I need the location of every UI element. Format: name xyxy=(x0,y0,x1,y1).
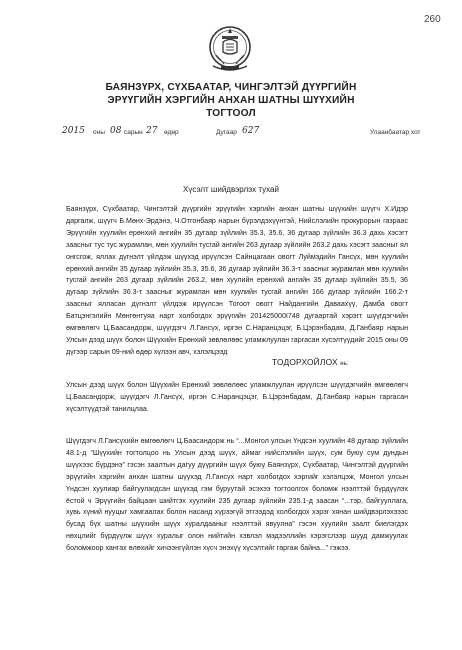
meta-year: 2015 xyxy=(62,126,85,136)
paragraph-defense-request: Шүүгдэгч Л.Гансүхийн өмгөөлөгч Ц.Баасандорж нь “...Монгол улсын Үндсэн хуулийн 48 дугаар зүйлийн 48.1-д “Шүүхийн тогтолцоо нь Улсын дээд шүүх, аймаг нийслэлийн шүүх, сум буюу сум дундын шүүхээс бүрдэнэ” гэсэн заалтын дагуу дүүргийн шүүх буюу Баянзүрх, Сүхбаатар, Чингэлтэй дүүргийн эрүүгийн хэргийн анхан шатны шүүхэд Л.Гансүх нарт холбогдох хэргийг хэлэлцэж, Монгол улсын Үндсэн хуулиар байгуулагдсан шүүхэд гэм буруутай эсэхээ тогтоолгох боломж нээлттэй бүрдүүлэх ёстой ч Эрүүгийн байцаан шийтгэх хуулийн 235 дугаар зүйлийн 235.1-д заасан “...тэр, байгууллага, хувь хүний нууцыг хамгаалах болон насанд хүрээгүй этгээдэд холбогдох хэрэг хянан шийдвэрлэхэээс бусад бүх шатны шүүхийн шүүх хуралдааныг нээлттэй явуулна” гэсэн хуулийн заалт биелэгдэх нөхцлийг бүрдүүлж шүүх хуралыг олон нийтийн хэвлэл мэдээллийн хэрэгслээр шууд дамжуулах боломжоор хангах өлөхийг хичээнгүйлэн хүсч энэхүү хүсэлтийг гаргаж байна...” гэжээ. xyxy=(66,437,408,553)
court-name-line-2: ЭРҮҮГИЙН ХЭРГИЙН АНХАН ШАТНЫ ШҮҮХИЙН xyxy=(107,95,355,106)
meta-day: 27 xyxy=(146,126,158,136)
meta-year-label: оны xyxy=(93,129,105,136)
page-number: 260 xyxy=(424,14,441,25)
meta-month-label: сарын xyxy=(124,129,143,136)
paragraph-intro: Баянзүрх, Сүхбаатар, Чингэлтэй дүүргийн эрүүгийн хэргийн анхан шатны шүүхийн шүүгч Х.Идэр даргалж, шүүгч Б.Мөнх-Эрдэнэ, Ч.Отгонбаяр нарын бүрэлдэхүүнтэй, Нийслэлийн прокурорын газраас Эрүүгийн хуулийн ерөнхий ангийн 35 дугаар зүйлийн 35.3, 35.6, 36 дугаар зүйлийн 36.3 дахь хэсэгт заасныг тус тус журамлан, мөн хуулийн тусгай ангийн 263 дугаар зүйлийн 263.2 дахь хэсэгт заасныг ял онгсгож, яллах дүгнэлт үйлдэж шүүхэд ирүүлсэн Сайнцагаан овогт Луймэдийн Гансүх, мөн хуулийн ерөнхий ангийн 35 дугаар зүйлийн 35.3, 35.6, 36 дугаар зүйлийн 36.3-т заасныг журамлан мөн хуулийн тусгай ангийн 263 дугаар зүйлийн 263.2, мөн хуулийн ерөнхий ангийн 35 дугаар зүйлийн 35.5, 36 дугаар зүйлийн 36.3-т заасныг журамлан мөн хуулийн тусгай ангийн 166 дугаар зүйлийн 166.2-т заасныг ялласан дүгнэлт үйлдэж ирүүлсэн Тогоот овогт Найдангийн Даваахүү, Дамба овогт Батцэнгэлийн Мөнгөнтуяа нарт холбогдох эрүүгийн 201425000I748 дугаартай хэрэгт шүүгдэгчийн өмгөөлөгч Ц.Баасандорж, шүүгдэгч Л.Гансүх, иргэн С.Наранцэцэг, Б.Цэрэнбадам, Д.Ганбаяр нарын Улсын дээд шүүх болон Шүүхийн Ерөнхий зөвлөлөөс уламжлуулан гаргасан хүсэлтүүдийг 2015 оны 09 дүгээр сарын 09-ний өдөр хүлээн авч, хэлэлцээд xyxy=(66,205,408,356)
section-heading xyxy=(272,357,349,367)
state-emblem-icon xyxy=(207,22,253,76)
section-heading-suffix: нь: xyxy=(340,361,349,367)
court-name-line-1: БАЯНЗҮРХ, СҮХБААТАР, ЧИНГЭЛТЭЙ ДҮҮРГИЙН xyxy=(105,82,357,93)
paragraph-findings: Улсын дээд шүүх болон Шүүхийн Ерөнхий зөвлөлөөс уламжлуулан ирүүлсэн шүүгдэгчийн өмгөөлөгч Ц.Баасандорж, шүүгдэгч Л.Гансүх, иргэн С.Наранцэцэг, Б.Цэрэнбадам, Д.Ганбаяр нарын гаргасан хүсэлтүүдтэй танилцлаа. xyxy=(66,381,408,413)
meta-month: 08 xyxy=(110,126,122,136)
meta-number: 627 xyxy=(242,126,260,136)
document-title: Хүсэлт шийдвэрлэх тухай xyxy=(183,185,279,194)
meta-city: Улаанбаатар хот xyxy=(370,129,421,136)
document-type: ТОГТООЛ xyxy=(206,108,256,119)
meta-day-label: өдөр xyxy=(164,129,179,136)
meta-number-label: Дугаар xyxy=(216,129,237,136)
document-meta-row xyxy=(0,126,462,140)
section-heading-text: ТОДОРХОЙЛОХ xyxy=(272,357,338,367)
